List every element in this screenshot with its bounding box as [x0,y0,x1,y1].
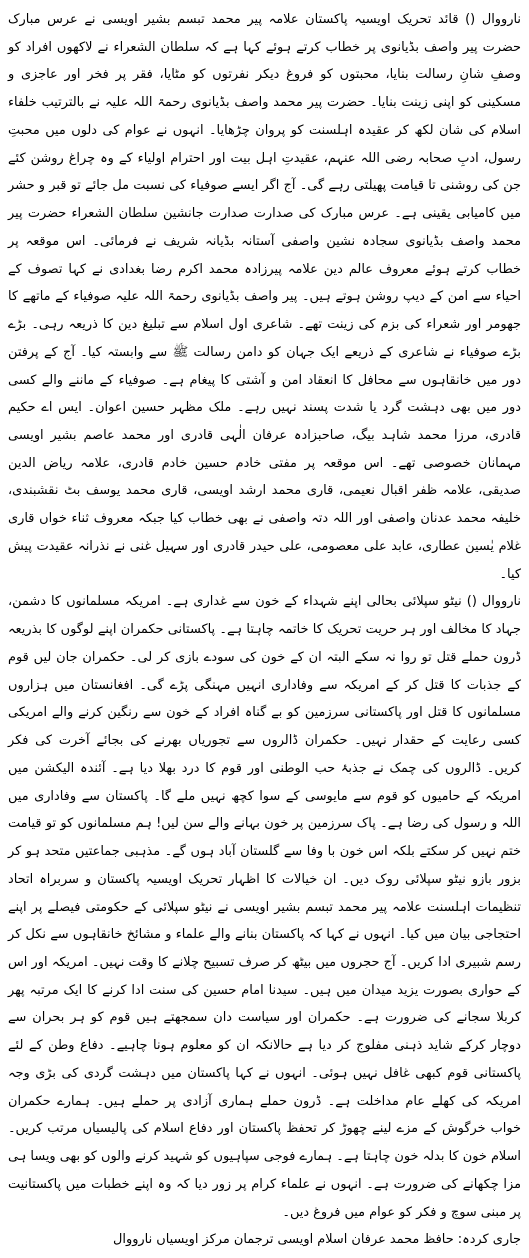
dateline: نارووال ( [470,12,521,27]
story-urs-mubarak [8,6,521,588]
issued-by: جاری کردہ: حافظ محمد عرفان اسلام اویسی ترجمان مرکز اویسیاں نارووال [113,1232,521,1248]
story-body: ) قائد تحریک اویسیہ پاکستان علامہ پیر محمد تبسم بشیر اویسی نے عرس مبارک حضرت پیر واصف بڈیانوی پر خطاب کرتے ہوئے کہا ہے کہ سلطان الشعراء نے لاکھوں افراد کو وصفِ شانِ رسالت بنایا، محبتوں کو فروغ دیکر نفرتوں کو مٹایا، فقر پر فخر اور عاجزی و مسکینی کو اپنی زینت بنایا۔ حضرت پیر محمد واصف بڈیانوی رحمۃ اللہ علیہ نے بالترتیب خلفاء اسلام کی شان لکھ کر عقیدہ اہلسنت کو پروان چڑھایا۔ انہوں نے عوام کی دلوں میں محبتِ رسول، ادبِ صحابہ رضی اللہ عنہم، عقیدتِ اہل بیت اور احترام اولیاء کے وہ چراغ روشن کئے جن کی روشنی تا قیامت پھیلتی رہے گی۔ آج اگر ایسے صوفیاء کی نسبت مل جائے تو قبر و حشر میں کامیابی یقینی ہے۔ عرس مبارک کی صدارت صدارت جانشین سلطان الشعراء حضرت پیر محمد واصف بڈیانوی سجادہ نشین واصفی آستانہ بڈیانہ شریف نے فرمائی۔ اس موقعہ پر خطاب کرتے ہوئے معروف عالم دین علامہ پیرزادہ محمد اکرم رضا بغدادی نے کہا تصوف کے احیاء سے امن کے دیپ روشن ہوتے ہیں۔ پیر واصف بڈیانوی رحمۃ اللہ علیہ صوفیاء کے ماتھے کا جھومر اور شعراء کی بزم کی زینت تھے۔ شاعری اول اسلام سے تبلیغ دین کا ذریعہ رہی۔ بڑے بڑے صوفیاء نے شاعری کے ذریعے ایک جہان کو دامن رسالت ﷺ سے وابستہ کیا۔ آج کے پرفتن دور میں خانقاہوں سے محافل کا انعقاد امن و آشتی کا پیغام ہے۔ صوفیاء کے ماننے والے کسی دور میں بھی دہشت گرد یا شدت پسند نہیں رہے۔ ملک مظہر حسین اعوان۔ ایس اے حکیم قادری، مرزا محمد شاہد بیگ، صاحبزادہ عرفان الٰہی قادری اور محمد عاصم بشیر اویسی مہمانان خصوصی تھے۔ اس موقعہ پر مفتی خادم حسین خادم قادری، علامہ ریاض الدین صدیقی، علامہ ظفر اقبال نعیمی، قاری محمد ارشد اویسی، قاری محمد یوسف بٹ نقشبندی، خلیفہ محمد عدنان واصفی اور اللہ دتہ واصفی نے بھی خطاب کیا جبکہ معروف ثناء خواں قاری غلام یٰسین عطاری، عابد علی معصومی، علی حیدر قادری اور سہیل غنی نے نذرانہ عقیدت پیش کیا۔ [8,12,521,582]
story-body: ) نیٹو سپلائی بحالی اپنے شہداء کے خون سے غداری ہے۔ امریکہ مسلمانوں کا دشمن، جہاد کا مخالف اور ہر حریت تحریک کا خاتمہ چاہتا ہے۔ پاکستانی حکمران اپنے لوگوں کا بذریعہ ڈرون حملے قتل تو روا نہ سکے البتہ ان کے خون کی سودے بازی کر لی۔ حکمران جان لیں قوم کے جذبات کا قتل کر کے امریکہ سے وفاداری انہیں مہنگی پڑے گی۔ افغانستان میں ہزاروں مسلمانوں کا قتل اور پاکستانی سرزمین کو بے گناہ افراد کے خون سے رنگین کرنے والے امریکی کسی رعایت کے حقدار نہیں۔ حکمران ڈالروں سے تجوریاں بھرنے کی بجائے آخرت کی فکر کریں۔ ڈالروں کی چمک نے جذبۂ حب الوطنی اور قوم کا درد بھلا دیا ہے۔ آئندہ الیکشن میں امریکہ کے حامیوں کو قوم سے مایوسی کے سوا کچھ نہیں ملے گا۔ پاکستان سے وفاداری میں اللہ و رسول کی رضا ہے۔ پاک سرزمین پر خون بہانے والے سن لیں! ہم مسلمانوں کو تو قیامت ختم نہیں کر سکتے بلکہ اس خون با وفا سے گلستان آباد ہوں گے۔ مذہبی جماعتیں متحد ہو کر بزور بازو نیٹو سپلائی روک دیں۔ ان خیالات کا اظہار تحریک اویسیہ پاکستان و سربراہ اتحاد تنظیمات اہلسنت علامہ پیر محمد تبسم بشیر اویسی نے نیٹو سپلائی کے حکومتی فیصلے پر اپنے احتجاجی بیان میں کیا۔ انہوں نے کہا کہ پاکستان بنانے والے علماء و مشائخ خانقاہوں سے نکل کر رسم شبیری ادا کریں۔ آج حجروں میں بیٹھ کر صرف تسبیح چلانے کا وقت نہیں۔ امریکہ اور اس کے حواری بصورت یزید میدان میں ہیں۔ سیدنا امام حسین کی سنت ادا کرنے کا ایک مرتبہ پھر کربلا سجانے کی ضرورت ہے۔ حکمران اور سیاست دان سمجھتے ہیں قوم کو ہر بحران سے دوچار کرکے شاید ذہنی مفلوج کر دیا ہے حالانکہ ان کو معلوم ہونا چاہیے۔ دفاع وطن کے لئے پاکستانی قوم کبھی غافل نہیں ہوئی۔ انہوں نے کہا پاکستان میں دہشت گردی کی بڑی وجہ امریکہ کی کھلے عام مداخلت ہے۔ ڈرون حملے ہماری آزادی پر حملے ہیں۔ ہمارے حکمران خواب خرگوش کے مزے لینے چھوڑ کر تحفظ پاکستان اور دفاع اسلام کی پالیسیاں مرتب کریں۔ اسلام خون کا بدلہ خون چاہتا ہے۔ ہمارے فوجی سپاہیوں کو شہید کرنے والوں کو بھی ویسا ہی مزا چکھانے کی ضرورت ہے۔ انہوں نے علماء کرام پر زور دیا کہ وہ اپنے خطبات میں پاکستانیت پر مبنی سوچ و فکر کو عوام میں فروغ دیں۔ [8,594,521,1220]
story-nato-supply [8,588,521,1226]
dateline: نارووال ( [471,594,521,610]
